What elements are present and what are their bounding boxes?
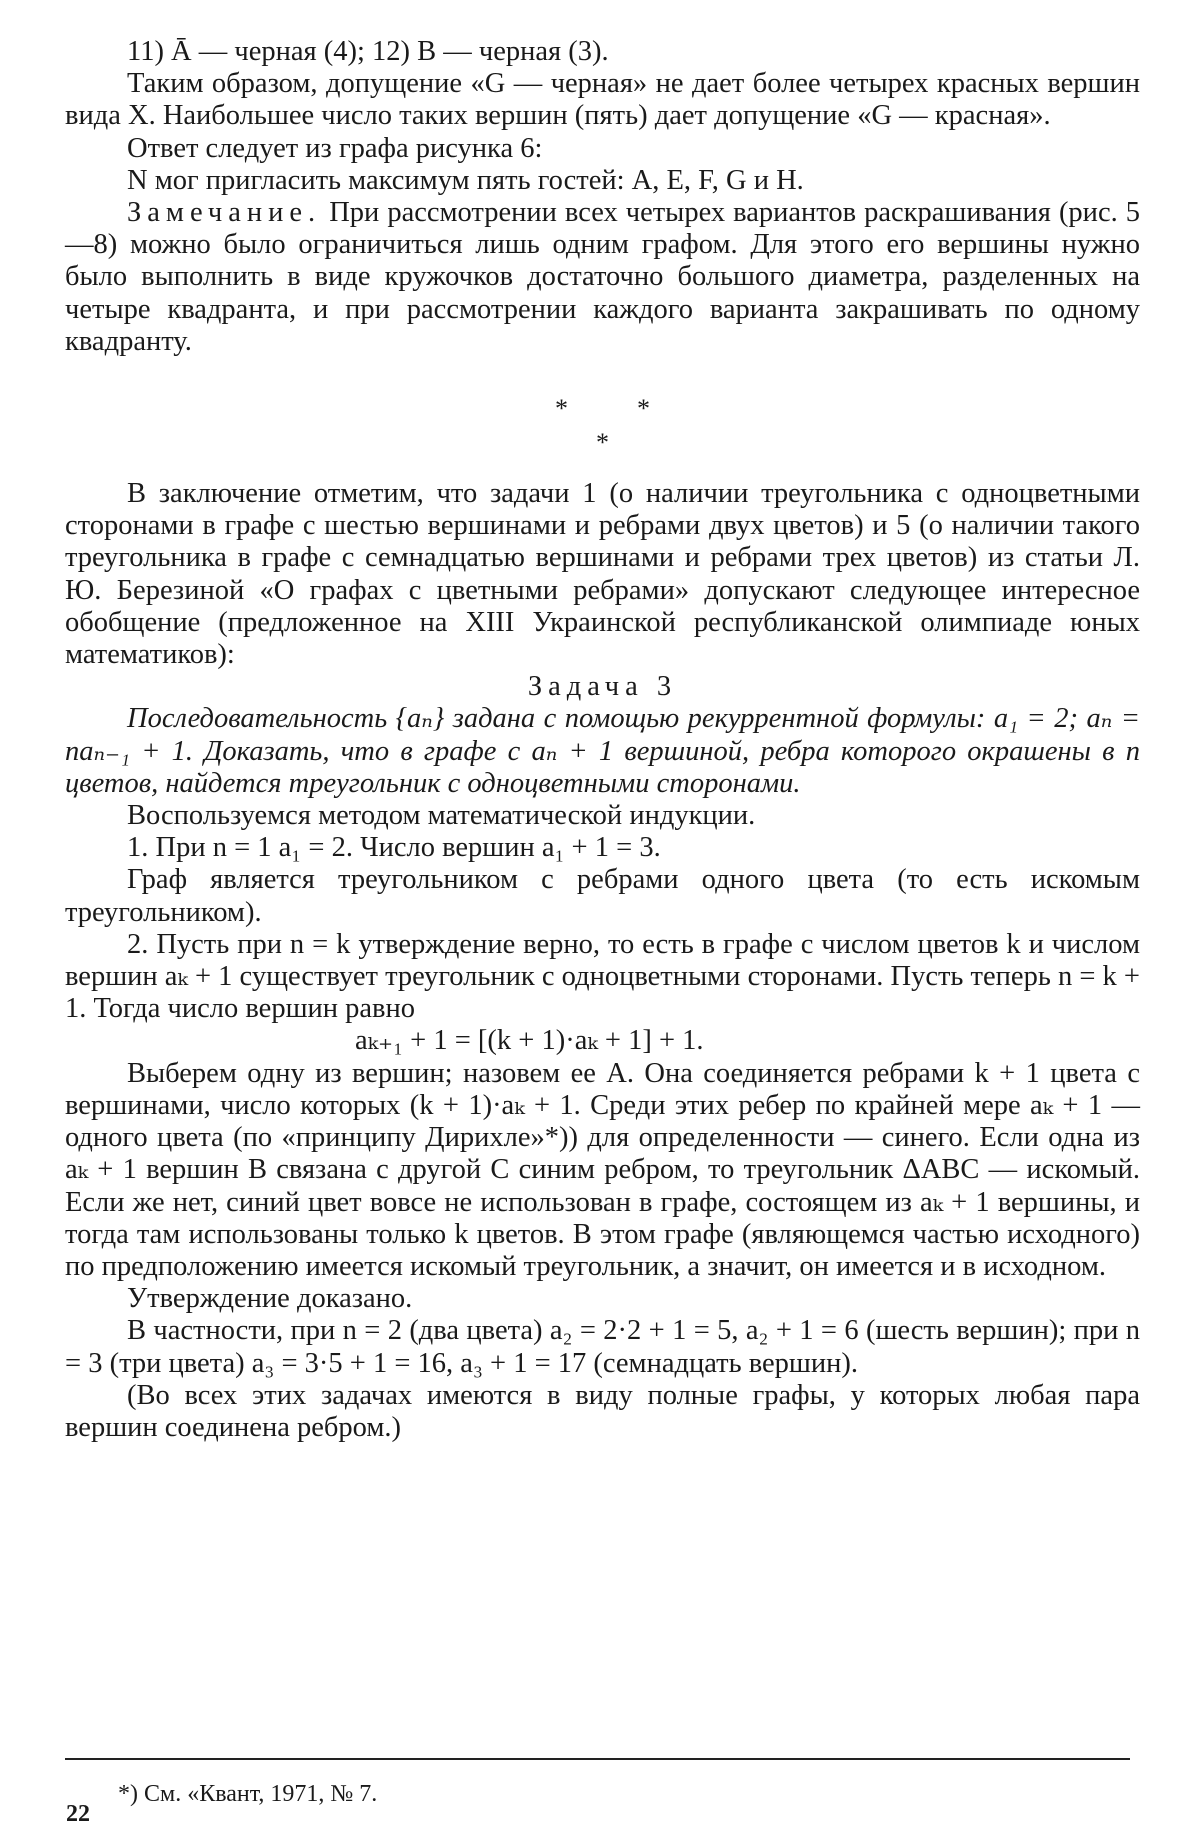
answer-reference: Ответ следует из графа рисунка 6: [127,132,543,164]
separator-star-bottom: * [596,428,609,458]
footnote-divider [65,1758,1130,1760]
induction-argument: Выберем одну из вершин; назовем ее A. Она соединяется ребрами k + 1 цвета с вершинами, число которых (k + 1)·aₖ + 1. Среди этих ребер по крайней мере aₖ + 1 — одного цвета (по «принципу Дирихле»*)) для определенности — синего. Если одна из aₖ + 1 вершин B связана с другой C синим ребром, то треугольник ΔABC — искомый. Если же нет, синий цвет вовсе не использован в графе, состоящем из aₖ + 1 вершины, и тогда там использованы только k цветов. В этом графе (являющемся частью исходного) по предположению имеется искомый треугольник, а значит, он имеется и в исходном. [65,1057,1140,1282]
task-title: Задача 3 [527,671,678,703]
answer-line-11-12: 11) Ā — черная (4); 12) B — черная (3). [127,36,609,67]
answer-guests: N мог пригласить максимум пять гостей: A, E, F, G и H. [127,164,804,196]
separator-star-left: * [555,394,568,424]
conclusion-paragraph: Таким образом, допущение «G — черная» не дает более четырех красных вершин вида X. Наибольшее число таких вершин (пять) дает допущение «G — красная». [65,68,1140,132]
section-separator [65,358,1140,478]
method-line: Воспользуемся методом математической индукции. [127,800,756,832]
vertex-count-formula: aₖ₊₁ + 1 = [(k + 1)·aₖ + 1] + 1. [355,1025,704,1057]
page-number: 22 [66,1801,90,1827]
intro-paragraph: В заключение отметим, что задачи 1 (о наличии треугольника с одноцветными сторонами в графе с шестью вершинами и ребрами двух цветов) и 5 (о наличии такого треугольника в графе с семнадцатью вершинами и ребрами трех цветов) из статьи Л. Ю. Березиной «О графах с цветными ребрами» допускают следующее интересное обобщение (предложенное на XIII Украинской республиканской олимпиаде юных математиков): [65,478,1140,671]
remark-paragraph [65,197,1140,358]
page-content [65,36,1140,1444]
induction-base: 1. При n = 1 a₁ = 2. Число вершин a₁ + 1 = 3. [127,832,661,864]
proof-conclusion: Утверждение доказано. [127,1283,413,1315]
induction-step: 2. Пусть при n = k утверждение верно, то есть в графе с числом цветов k и числом вершин aₖ + 1 существует треугольник с одноцветными сторонами. Пусть теперь n = k + 1. Тогда число вершин равно [65,928,1140,1025]
closing-note: (Во всех этих задачах имеются в виду полные графы, у которых любая пара вершин соединена ребром.) [65,1379,1140,1443]
particular-cases: В частности, при n = 2 (два цвета) a₂ = 2·2 + 1 = 5, a₂ + 1 = 6 (шесть вершин); при n = 3 (три цвета) a₃ = 3·5 + 1 = 16, a₃ + 1 = 17 (семнадцать вершин). [65,1315,1140,1379]
induction-base-explanation: Граф является треугольником с ребрами одного цвета (то есть искомым треугольником). [65,864,1140,928]
separator-star-right: * [637,394,650,424]
remark-label: Замечание. [127,197,322,229]
task-statement: Последовательность {aₙ} задана с помощью рекуррентной формулы: a₁ = 2; aₙ = naₙ₋₁ + 1. Доказать, что в графе с aₙ + 1 вершиной, ребра которого окрашены в n цветов, найдется треугольник с одноцветными сторонами. [65,703,1140,799]
footnote: *) См. «Квант, 1971, № 7. [118,1781,378,1807]
remark-text: При рассмотрении всех четырех вариантов раскрашивания (рис. 5—8) можно было ограничиться лишь одним графом. Для этого его вершины нужно было выполнить в виде кружочков достаточно большого диаметра, разделенных на четыре квадранта, и при рассмотрении каждого варианта закрашивать по одному квадранту. [65,197,1140,357]
